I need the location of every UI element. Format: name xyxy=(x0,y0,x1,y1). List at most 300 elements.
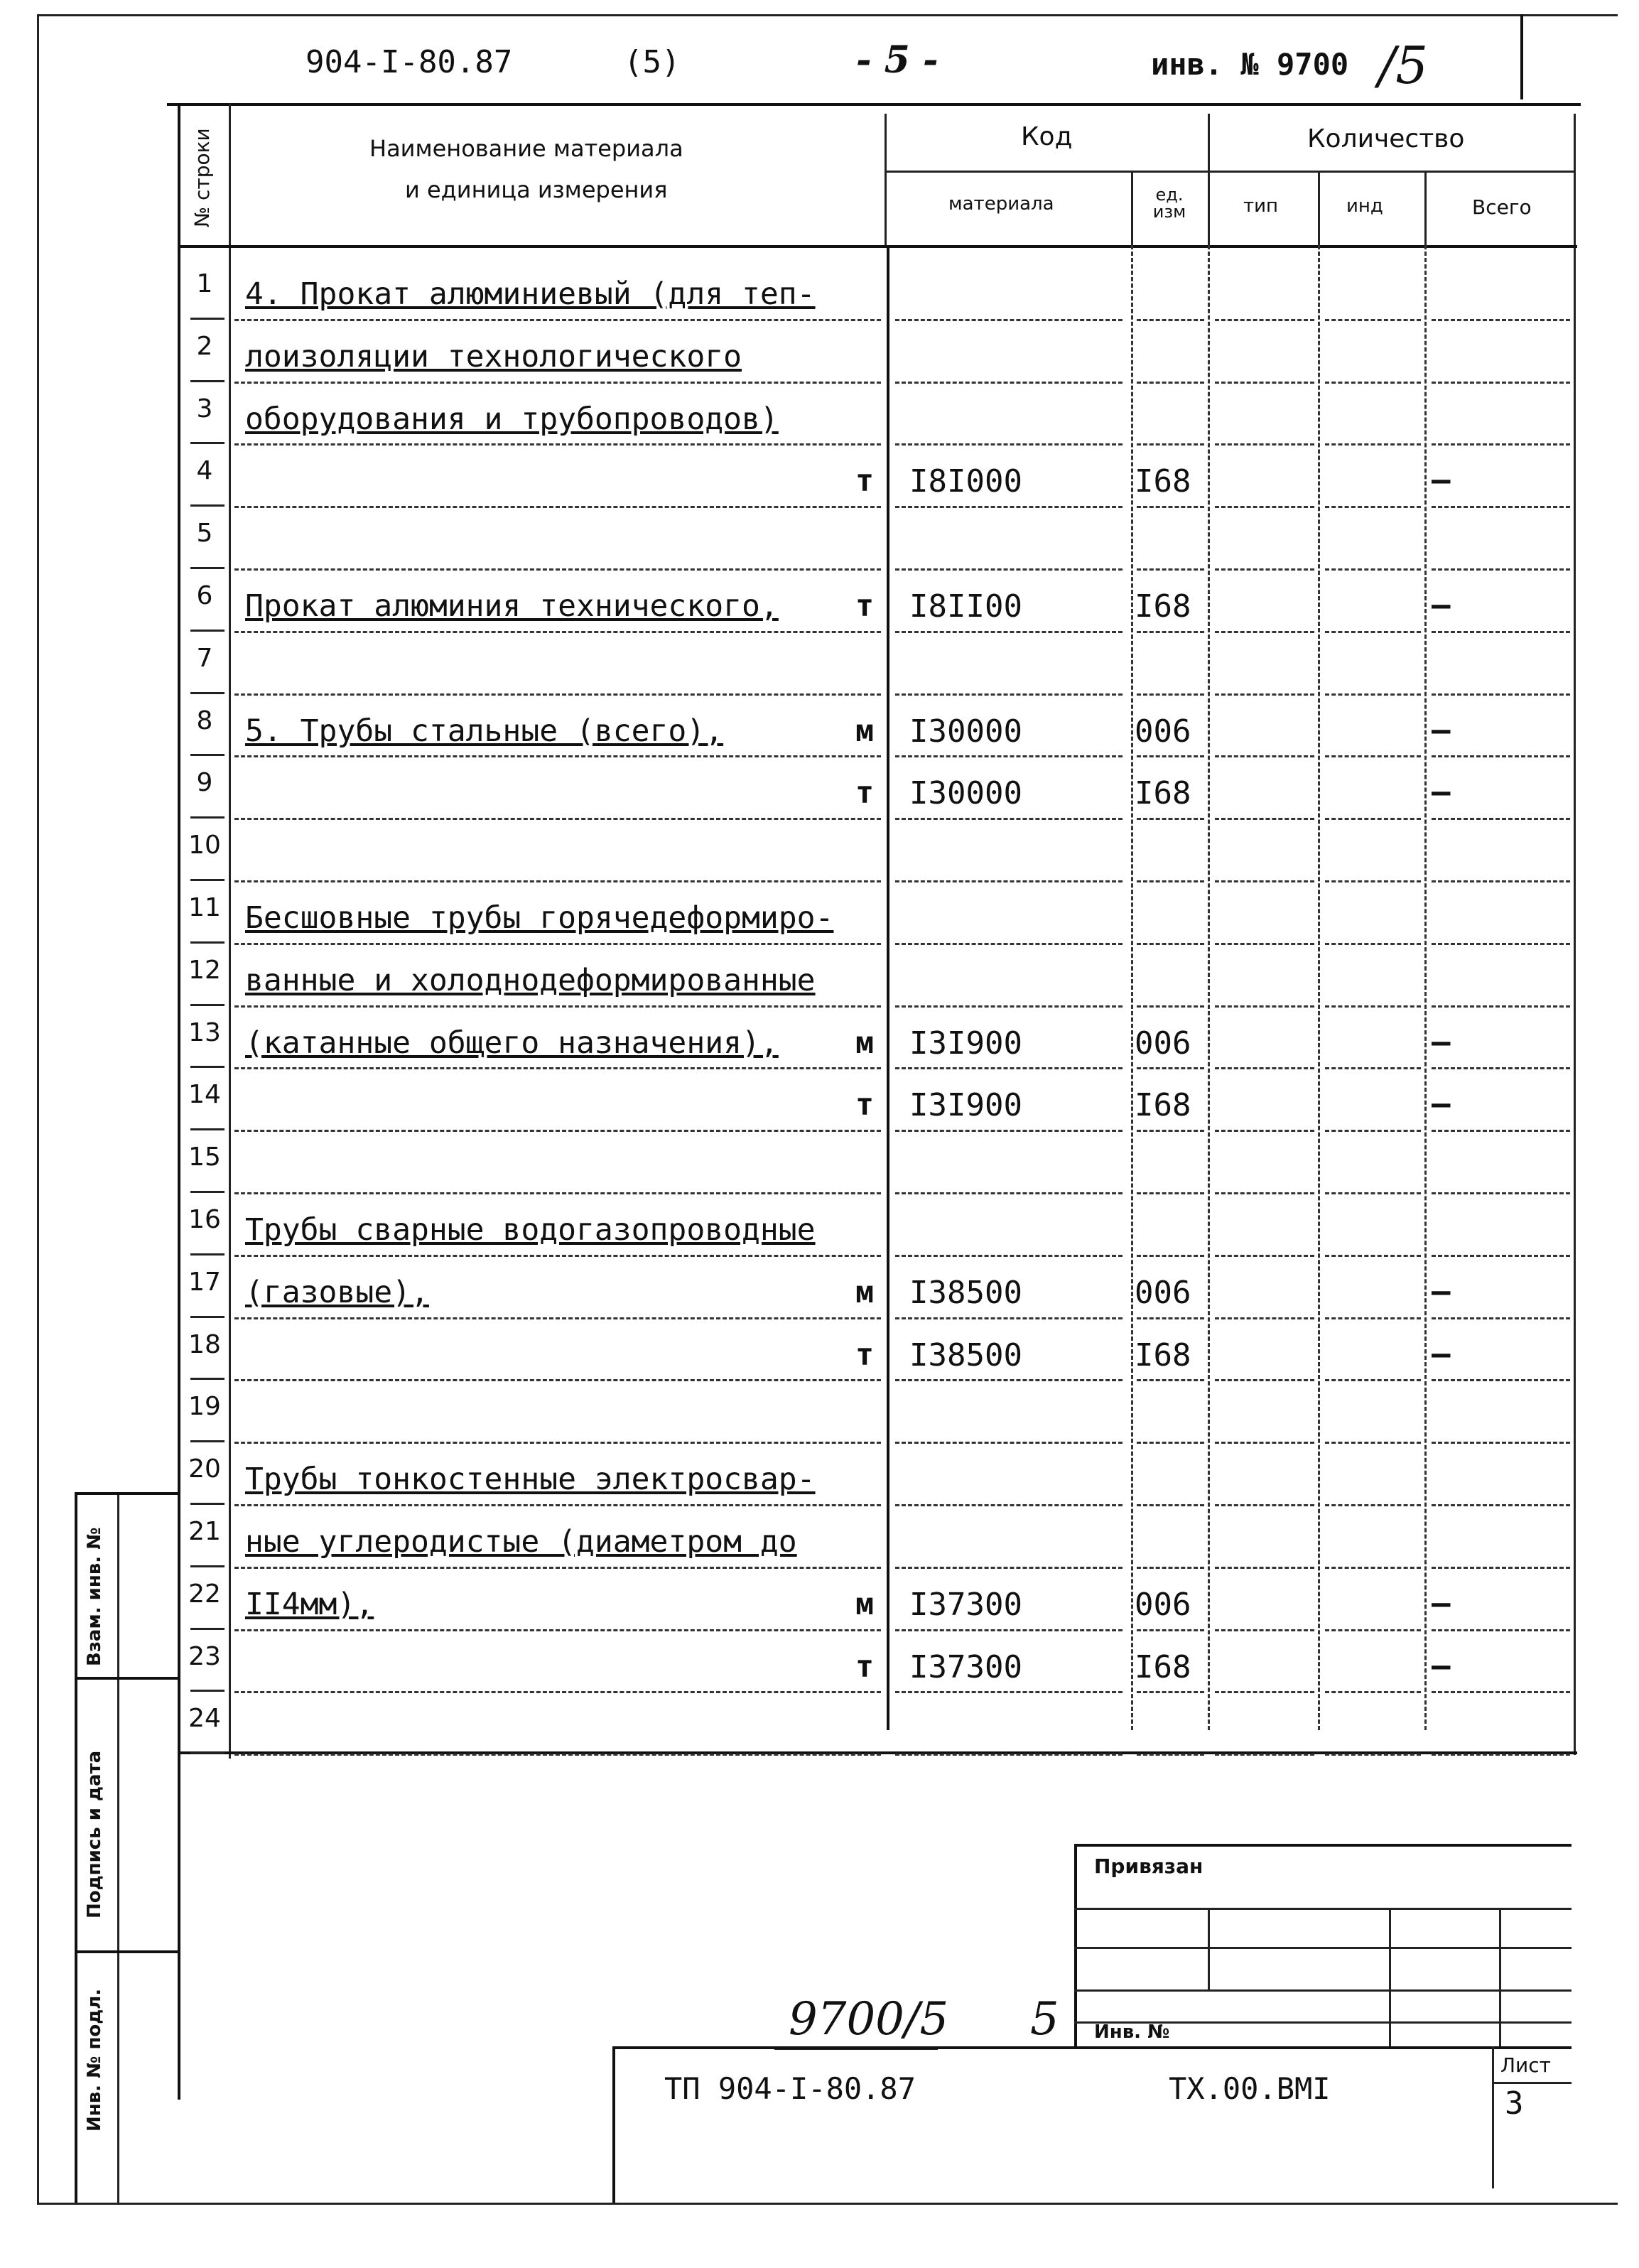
row-line-total xyxy=(1432,1504,1570,1506)
row-number: 18 xyxy=(188,1329,221,1359)
row-unit: м xyxy=(855,1025,874,1061)
row-line-tip xyxy=(1215,1629,1314,1631)
row-line-code xyxy=(895,1754,1123,1756)
row-code: I37300 xyxy=(909,1648,1022,1685)
row-number-underline xyxy=(190,1378,225,1380)
row-line-ind xyxy=(1325,506,1421,508)
row-line-ind xyxy=(1325,1130,1421,1132)
row-line-name xyxy=(234,1379,881,1381)
row-number: 14 xyxy=(188,1080,221,1110)
row-total: – xyxy=(1432,462,1451,499)
row-line-tip xyxy=(1215,319,1314,321)
row-line-ind xyxy=(1325,568,1421,571)
row-line-ed xyxy=(1137,693,1204,696)
row-number-underline xyxy=(190,318,225,320)
row-line-ed xyxy=(1137,1504,1204,1506)
side-stamp-top xyxy=(75,1492,178,1495)
row-line-ed xyxy=(1137,1567,1204,1569)
row-unit: т xyxy=(855,775,874,811)
row-line-total xyxy=(1432,1567,1570,1569)
row-number: 15 xyxy=(188,1143,221,1172)
row-number: 24 xyxy=(188,1704,221,1734)
row-line-ed xyxy=(1137,1754,1204,1756)
sheet-code: ТХ.00.ВМI xyxy=(1169,2071,1331,2106)
row-line-total xyxy=(1432,693,1570,696)
row-number: 11 xyxy=(188,893,221,922)
row-line-tip xyxy=(1215,1130,1314,1132)
row-number: 22 xyxy=(188,1579,221,1609)
qty-header: Количество xyxy=(1307,124,1465,153)
row-total: – xyxy=(1432,1023,1451,1060)
row-line-total xyxy=(1432,382,1570,384)
row-unit: т xyxy=(855,1336,874,1373)
privyazan-row2 xyxy=(1074,1947,1572,1949)
row-line-tip xyxy=(1215,1192,1314,1194)
row-total: – xyxy=(1432,1584,1451,1621)
row-line-ind xyxy=(1325,1691,1421,1693)
row-line-total xyxy=(1432,506,1570,508)
row-line-ed xyxy=(1137,319,1204,321)
doc-code: 904-I-80.87 xyxy=(305,44,513,80)
ed-col-left xyxy=(1131,245,1133,1730)
row-line-ed xyxy=(1137,506,1204,508)
privyazan-col1 xyxy=(1208,1908,1210,1989)
side-stamp-left xyxy=(75,1492,77,2203)
row-line-total xyxy=(1432,1442,1570,1444)
row-line-ed xyxy=(1137,1005,1204,1008)
row-line-total xyxy=(1432,755,1570,757)
row-ed: 006 xyxy=(1135,1586,1191,1623)
row-line-name xyxy=(234,631,881,633)
row-name: Трубы сварные водогазопроводные xyxy=(245,1212,816,1248)
side-stamp-div1 xyxy=(75,1677,178,1680)
row-number-underline xyxy=(190,1316,225,1318)
row-line-total xyxy=(1432,1005,1570,1008)
row-line-tip xyxy=(1215,382,1314,384)
row-ed: 006 xyxy=(1135,1274,1191,1311)
row-line-name xyxy=(234,1130,881,1132)
row-name: ные углеродистые (диаметром до xyxy=(245,1524,797,1560)
row-code: I8I000 xyxy=(909,463,1022,500)
qty-ind-header: инд xyxy=(1346,195,1383,217)
handwritten-inv: 9700/5 xyxy=(789,1993,949,2046)
row-code: I30000 xyxy=(909,775,1022,812)
name-header-line1: Наименование материала xyxy=(369,135,683,162)
row-number: 17 xyxy=(188,1267,221,1297)
row-line-total xyxy=(1432,1130,1570,1132)
row-unit: т xyxy=(855,1648,874,1685)
privyazan-col3 xyxy=(1499,1908,1501,2046)
row-line-tip xyxy=(1215,818,1314,820)
qty-sub-divider-1 xyxy=(1318,171,1320,245)
row-line-ed xyxy=(1137,943,1204,945)
row-line-name xyxy=(234,1255,881,1257)
row-line-code xyxy=(895,506,1123,508)
row-line-tip xyxy=(1215,1754,1314,1756)
row-name: Трубы тонкостенные электросвар- xyxy=(245,1462,816,1498)
row-number-underline xyxy=(190,1066,225,1068)
row-line-tip xyxy=(1215,568,1314,571)
row-ed: 006 xyxy=(1135,1025,1191,1062)
row-line-name xyxy=(234,1504,881,1506)
row-number: 7 xyxy=(196,643,213,673)
row-number-underline xyxy=(190,1004,225,1006)
row-line-name xyxy=(234,1691,881,1693)
row-number-underline xyxy=(190,630,225,632)
list-label: Лист xyxy=(1500,2053,1551,2077)
inv-suffix: /5 xyxy=(1378,36,1429,95)
row-number-underline xyxy=(190,941,225,944)
row-line-code xyxy=(895,693,1123,696)
row-number-underline xyxy=(190,1565,225,1567)
row-line-code xyxy=(895,1255,1123,1257)
row-line-ind xyxy=(1325,755,1421,757)
list-number: 3 xyxy=(1505,2085,1524,2122)
row-line-code xyxy=(895,1567,1123,1569)
row-unit: м xyxy=(855,1274,874,1310)
row-line-name xyxy=(234,818,881,820)
row-line-name xyxy=(234,1067,881,1069)
title-block-left xyxy=(612,2046,615,2203)
row-number-underline xyxy=(190,1752,225,1754)
row-ed: 006 xyxy=(1135,713,1191,750)
row-line-code xyxy=(895,382,1123,384)
row-line-total xyxy=(1432,943,1570,945)
row-line-tip xyxy=(1215,1067,1314,1069)
row-ed: I68 xyxy=(1135,775,1191,812)
privyazan-top xyxy=(1074,1844,1572,1847)
row-number: 23 xyxy=(188,1641,221,1671)
row-line-name xyxy=(234,568,881,571)
row-name: 4. Прокат алюминиевый (для теп- xyxy=(245,276,816,312)
privyazan-row1 xyxy=(1074,1908,1572,1910)
row-total: – xyxy=(1432,1647,1451,1684)
row-ed: I68 xyxy=(1135,1087,1191,1124)
title-block-list-mid xyxy=(1492,2082,1572,2084)
row-line-code xyxy=(895,1130,1123,1132)
row-line-ed xyxy=(1137,1317,1204,1319)
row-line-total xyxy=(1432,1629,1570,1631)
row-line-ed xyxy=(1137,1442,1204,1444)
row-line-ed xyxy=(1137,1255,1204,1257)
row-line-tip xyxy=(1215,443,1314,446)
rowno-col-left xyxy=(178,103,180,2100)
frame-right-line xyxy=(1520,14,1523,99)
frame-left-line xyxy=(37,14,39,2203)
row-line-ind xyxy=(1325,1067,1421,1069)
row-name: (газовые), xyxy=(245,1274,429,1310)
row-line-ind xyxy=(1325,693,1421,696)
row-total: – xyxy=(1432,587,1451,623)
row-line-ind xyxy=(1325,1442,1421,1444)
row-line-ed xyxy=(1137,1629,1204,1631)
row-line-tip xyxy=(1215,506,1314,508)
row-line-ind xyxy=(1325,818,1421,820)
row-name: лоизоляции технологического xyxy=(245,338,742,374)
frame-top-line xyxy=(37,14,1618,16)
row-line-tip xyxy=(1215,1005,1314,1008)
row-number: 20 xyxy=(188,1454,221,1484)
row-line-code xyxy=(895,1504,1123,1506)
row-total: – xyxy=(1432,1086,1451,1123)
row-number: 21 xyxy=(188,1517,221,1546)
row-line-ind xyxy=(1325,319,1421,321)
row-name: Бесшовные трубы горячедеформиро- xyxy=(245,900,834,936)
privyazan-row3 xyxy=(1074,1989,1572,1992)
row-line-code xyxy=(895,1005,1123,1008)
row-line-ind xyxy=(1325,631,1421,633)
row-line-ind xyxy=(1325,1629,1421,1631)
row-number-underline xyxy=(190,1440,225,1442)
row-number-underline xyxy=(190,1503,225,1505)
row-line-name xyxy=(234,1317,881,1319)
side-stamp-mid xyxy=(117,1492,119,2203)
row-line-ind xyxy=(1325,880,1421,882)
kod-header: Код xyxy=(1021,122,1073,151)
row-number-underline xyxy=(190,1253,225,1256)
page-mark: - 5 - xyxy=(856,38,938,82)
row-line-name xyxy=(234,1442,881,1444)
row-code: I8II00 xyxy=(909,588,1022,625)
row-code: I38500 xyxy=(909,1274,1022,1311)
rowno-col-right xyxy=(229,103,231,1759)
row-line-total xyxy=(1432,1192,1570,1194)
row-line-ed xyxy=(1137,631,1204,633)
row-number: 6 xyxy=(196,581,213,610)
kod-sub-divider xyxy=(1131,171,1133,245)
row-ed: I68 xyxy=(1135,1648,1191,1685)
row-line-ind xyxy=(1325,443,1421,446)
row-line-tip xyxy=(1215,631,1314,633)
row-number-underline xyxy=(190,692,225,694)
row-total: – xyxy=(1432,711,1451,748)
row-line-tip xyxy=(1215,1504,1314,1506)
row-line-total xyxy=(1432,1379,1570,1381)
ind-col-right xyxy=(1424,245,1427,1730)
row-number: 5 xyxy=(196,519,213,549)
row-line-tip xyxy=(1215,1691,1314,1693)
row-number-underline xyxy=(190,442,225,444)
row-line-total xyxy=(1432,1691,1570,1693)
row-line-ed xyxy=(1137,818,1204,820)
row-number: 12 xyxy=(188,955,221,985)
row-line-name xyxy=(234,319,881,321)
row-line-name xyxy=(234,1754,881,1756)
doc-paren: (5) xyxy=(624,44,681,80)
qty-left-divider xyxy=(1208,114,1210,245)
row-line-total xyxy=(1432,1255,1570,1257)
name-col-body-right xyxy=(887,245,889,1730)
side-stamp-div2 xyxy=(75,1950,178,1953)
privyazan-label: Привязан xyxy=(1094,1854,1203,1878)
row-line-name xyxy=(234,443,881,446)
row-line-name xyxy=(234,1005,881,1008)
side-label-vzam: Взам. инв. № xyxy=(84,1527,105,1666)
row-line-code xyxy=(895,755,1123,757)
inv-label: инв. № 9700 xyxy=(1151,47,1349,82)
row-name: ванные и холоднодеформированные xyxy=(245,962,816,998)
qty-tip-header: тип xyxy=(1243,195,1279,217)
side-label-inv-podl: Инв. № подл. xyxy=(84,1988,105,2132)
privyazan-col2 xyxy=(1389,1908,1391,2046)
row-line-code xyxy=(895,443,1123,446)
row-line-tip xyxy=(1215,1567,1314,1569)
row-number: 13 xyxy=(188,1017,221,1047)
row-line-ind xyxy=(1325,1379,1421,1381)
row-line-total xyxy=(1432,1067,1570,1069)
row-line-code xyxy=(895,1691,1123,1693)
row-line-name xyxy=(234,506,881,508)
row-number: 9 xyxy=(196,768,213,798)
row-number: 4 xyxy=(196,456,213,486)
row-line-ind xyxy=(1325,1192,1421,1194)
row-line-code xyxy=(895,818,1123,820)
row-ed: I68 xyxy=(1135,1336,1191,1373)
row-number-underline xyxy=(190,754,225,756)
row-line-code xyxy=(895,1192,1123,1194)
row-line-name xyxy=(234,755,881,757)
frame-bottom-line xyxy=(37,2203,1618,2205)
row-code: I30000 xyxy=(909,713,1022,750)
row-line-code xyxy=(895,943,1123,945)
row-line-ed xyxy=(1137,1067,1204,1069)
rowno-header: № строки xyxy=(190,128,214,227)
row-number: 16 xyxy=(188,1205,221,1234)
row-number-underline xyxy=(190,1628,225,1630)
row-code: I3I900 xyxy=(909,1025,1022,1062)
row-number: 8 xyxy=(196,706,213,735)
title-block-list-sep xyxy=(1492,2046,1494,2188)
row-line-ed xyxy=(1137,1379,1204,1381)
row-line-total xyxy=(1432,319,1570,321)
row-line-ed xyxy=(1137,443,1204,446)
row-line-code xyxy=(895,1442,1123,1444)
row-line-code xyxy=(895,1629,1123,1631)
qty-total-header: Всего xyxy=(1472,195,1532,219)
row-number: 2 xyxy=(196,331,213,361)
row-line-tip xyxy=(1215,755,1314,757)
row-unit: т xyxy=(855,1087,874,1123)
row-number-underline xyxy=(190,1128,225,1130)
row-line-code xyxy=(895,568,1123,571)
row-line-name xyxy=(234,1567,881,1569)
row-line-total xyxy=(1432,818,1570,820)
project-code: ТП 904-I-80.87 xyxy=(664,2071,916,2106)
row-line-name xyxy=(234,880,881,882)
row-line-code xyxy=(895,1379,1123,1381)
table-right-line xyxy=(1574,114,1576,1755)
row-line-ed xyxy=(1137,755,1204,757)
row-code: I3I900 xyxy=(909,1087,1022,1124)
row-line-ed xyxy=(1137,880,1204,882)
row-line-name xyxy=(234,382,881,384)
row-number-underline xyxy=(190,1191,225,1193)
row-name: оборудования и трубопроводов) xyxy=(245,401,779,437)
row-total: – xyxy=(1432,1335,1451,1372)
row-line-ind xyxy=(1325,382,1421,384)
qty-sub-divider-2 xyxy=(1424,171,1427,245)
row-line-ind xyxy=(1325,1005,1421,1008)
row-line-name xyxy=(234,943,881,945)
table-top-line xyxy=(167,103,1581,106)
row-line-total xyxy=(1432,568,1570,571)
kod-material-header: материала xyxy=(948,193,1054,215)
row-line-total xyxy=(1432,631,1570,633)
row-ed: I68 xyxy=(1135,588,1191,625)
name-col-right xyxy=(885,114,887,245)
row-number-underline xyxy=(190,816,225,819)
row-name: (катанные общего назначения), xyxy=(245,1025,779,1061)
handwritten-num: 5 xyxy=(1030,1993,1059,2046)
row-line-tip xyxy=(1215,1379,1314,1381)
row-unit: т xyxy=(855,463,874,500)
row-line-ind xyxy=(1325,1567,1421,1569)
row-number: 3 xyxy=(196,394,213,423)
row-total: – xyxy=(1432,1273,1451,1310)
row-total: – xyxy=(1432,774,1451,811)
row-line-name xyxy=(234,1629,881,1631)
stamp-inv-label: Инв. № xyxy=(1094,2021,1170,2043)
row-line-tip xyxy=(1215,943,1314,945)
row-line-name xyxy=(234,693,881,696)
row-unit: м xyxy=(855,1586,874,1622)
row-line-code xyxy=(895,1317,1123,1319)
row-code: I37300 xyxy=(909,1586,1022,1623)
row-number-underline xyxy=(190,504,225,507)
row-line-code xyxy=(895,319,1123,321)
tip-col-right xyxy=(1318,245,1320,1730)
privyazan-left xyxy=(1074,1844,1077,2046)
row-line-ed xyxy=(1137,382,1204,384)
row-number-underline xyxy=(190,567,225,569)
row-number: 19 xyxy=(188,1392,221,1422)
row-line-ed xyxy=(1137,1192,1204,1194)
row-line-tip xyxy=(1215,693,1314,696)
row-line-code xyxy=(895,880,1123,882)
row-name: II4мм), xyxy=(245,1586,374,1622)
row-number: 1 xyxy=(196,269,213,298)
row-line-total xyxy=(1432,443,1570,446)
row-unit: т xyxy=(855,588,874,624)
row-line-ed xyxy=(1137,568,1204,571)
row-line-tip xyxy=(1215,1255,1314,1257)
row-line-total xyxy=(1432,880,1570,882)
row-ed: I68 xyxy=(1135,463,1191,500)
row-line-ind xyxy=(1325,1504,1421,1506)
row-line-tip xyxy=(1215,1317,1314,1319)
kod-unit-header: ед. изм xyxy=(1152,185,1186,222)
row-number: 10 xyxy=(188,831,221,860)
row-line-name xyxy=(234,1192,881,1194)
row-line-tip xyxy=(1215,880,1314,882)
name-header-line2: и единица измерения xyxy=(405,176,668,203)
side-label-podpis: Подпись и дата xyxy=(84,1750,105,1918)
row-unit: м xyxy=(855,713,874,749)
row-name: Прокат алюминия технического, xyxy=(245,588,779,624)
row-code: I38500 xyxy=(909,1336,1022,1373)
row-number-underline xyxy=(190,879,225,881)
row-line-ind xyxy=(1325,1255,1421,1257)
row-line-total xyxy=(1432,1317,1570,1319)
row-line-code xyxy=(895,631,1123,633)
row-line-code xyxy=(895,1067,1123,1069)
header-mid-line xyxy=(885,171,1574,173)
row-line-tip xyxy=(1215,1442,1314,1444)
ed-col-right xyxy=(1208,245,1210,1730)
row-name: 5. Трубы стальные (всего), xyxy=(245,713,724,749)
header-bottom-line xyxy=(178,245,1577,248)
row-line-ed xyxy=(1137,1130,1204,1132)
